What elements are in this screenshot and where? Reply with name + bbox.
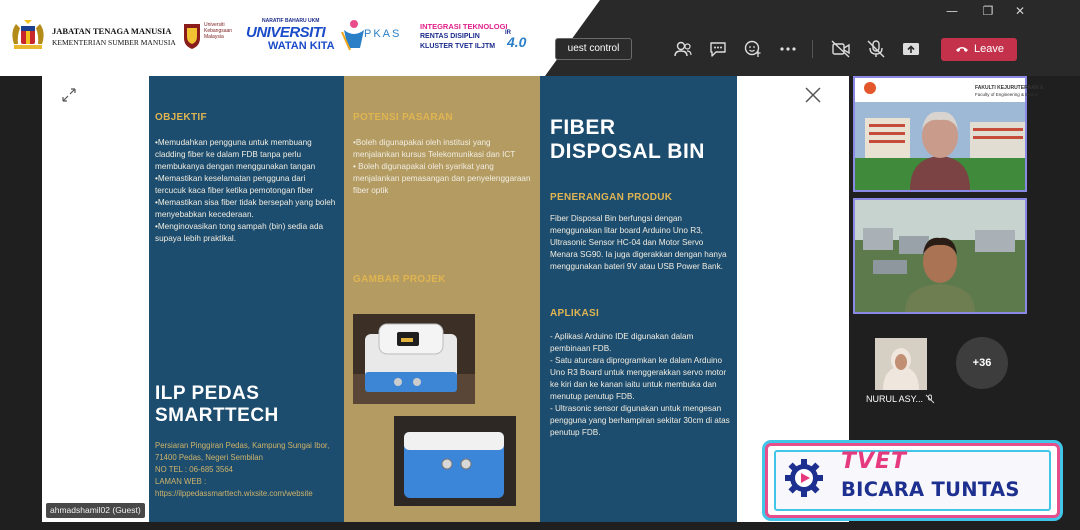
pkas-wordmark: PKAS	[364, 28, 402, 40]
more-options-icon[interactable]	[777, 38, 799, 60]
ir-label: IR	[505, 30, 511, 36]
aplikasi-point: - Aplikasi Arduino IDE digunakan dalam pembinaan FDB.	[550, 332, 694, 353]
close-window-icon[interactable]: ✕	[1014, 4, 1026, 18]
mic-off-icon[interactable]	[865, 38, 887, 60]
product-title-line: DISPOSAL BIN	[550, 140, 705, 163]
gear-play-icon	[783, 457, 825, 499]
jtm-title: JABATAN TENAGA MANUSIA	[52, 26, 172, 36]
svg-text:Faculty of Engineering & Built: Faculty of Engineering & Built E	[975, 92, 1039, 97]
aplikasi-point: - Ultrasonic sensor digunakan untuk mengesan pengguna yang berhampiran sekitar 30cm di atas penutup FDB.	[550, 404, 730, 437]
banner-rentas-text: RENTAS DISIPLIN	[420, 33, 480, 40]
mic-off-icon	[925, 394, 935, 404]
participant-name: NURUL ASY...	[866, 394, 924, 404]
participant-video-1[interactable]	[853, 76, 1044, 192]
close-share-icon[interactable]	[803, 85, 823, 105]
participant-avatar[interactable]	[875, 338, 927, 390]
banner-integrasi-text: INTEGRASI TEKNOLOGI	[420, 22, 508, 31]
objektif-point: •Memastikan sisa fiber tidak bersepah yang boleh menyebabkan kecederaan.	[155, 198, 336, 219]
ilp-title-line: SMARTTECH	[155, 405, 279, 426]
ilp-web-label: LAMAN WEB :	[155, 477, 207, 486]
ilp-phone: NO TEL : 06-685 3564	[155, 465, 234, 474]
phone-hangup-icon	[955, 44, 969, 54]
banner-kluster-text: KLUSTER TVET ILJTM	[420, 43, 496, 50]
participant-video-feed	[855, 78, 1044, 190]
potensi-point: •Boleh digunapakai oleh institusi yang menjalankan kursus Telekomunikasi dan ICT	[353, 138, 516, 159]
objektif-heading: OBJEKTIF	[155, 112, 207, 123]
chat-icon[interactable]	[707, 38, 729, 60]
uthm-name: Universiti Kebangsaan Malaysia	[204, 22, 233, 40]
participant-video-feed	[855, 200, 1025, 312]
guest-control-button[interactable]: uest control	[555, 38, 632, 60]
ilp-title	[155, 383, 340, 427]
toolbar-divider	[812, 40, 813, 58]
jtm-ministry: KEMENTERIAN SUMBER MANUSIA	[52, 38, 176, 47]
uwk-tagline: NARATIF BAHARU UKM	[262, 18, 320, 24]
objektif-body	[155, 137, 337, 245]
aplikasi-heading: APLIKASI	[550, 308, 600, 319]
share-screen-icon[interactable]	[900, 38, 922, 60]
aplikasi-body	[550, 331, 736, 439]
potensi-body	[353, 137, 533, 197]
minimize-icon[interactable]: —	[946, 4, 958, 18]
objektif-point: •Memudahkan pengguna untuk membuang cladding fiber ke dalam FDB tanpa perlu membukanya dengan menggunakan tangan	[155, 138, 316, 171]
aplikasi-point: - Satu aturcara diprogramkan ke dalam Arduino Uno R3 Board untuk menggerakkan servo motor ke kiri dan ke kanan iaitu untuk membuka dan menutup penutup FDB.	[550, 356, 727, 401]
product-title	[550, 116, 730, 164]
potensi-point: • Boleh digunapakai oleh syarikat yang menjalankan pemasangan dan penyelenggaraan fiber optik	[353, 162, 531, 195]
fullscreen-icon[interactable]	[60, 86, 78, 104]
uwk-logo-word: UNIVERSITI	[246, 24, 326, 41]
shared-presentation	[42, 76, 849, 522]
product-title-line: FIBER	[550, 116, 616, 139]
potensi-heading: POTENSI PASARAN	[353, 112, 453, 123]
ilp-contact	[155, 440, 345, 500]
ilp-title-line: ILP PEDAS	[155, 383, 260, 404]
uthm-logo	[182, 22, 202, 50]
badge-tvet-text: TVET	[841, 449, 908, 474]
badge-bicara-tuntas-text: BICARA TUNTAS	[841, 478, 1020, 501]
objektif-point: •Menginovasikan tong sampah (bin) sedia ada supaya lebih praktikal.	[155, 222, 324, 243]
avatar-photo	[875, 338, 927, 390]
svg-text:FAKULTI KEJURUTERAAN &: FAKULTI KEJURUTERAAN &	[975, 85, 1044, 91]
penerangan-body: Fiber Disposal Bin berfungsi dengan menggunakan litar board Arduino Uno R3, Ultrasonic Sensor HC-04 dan Motor Servo Menara SG90. Ia juga digerakkan dengan hanya menggunakan bateri 9V atau USB Power Bank.	[550, 214, 727, 271]
leave-button[interactable]: Leave	[941, 38, 1017, 61]
objektif-point: •Memastikan keselamatan pengguna dari tercucuk kaca fiber ketika pemotongan fiber	[155, 174, 314, 195]
more-participants-button[interactable]: +36	[956, 337, 1008, 389]
ir-40-label: 4.0	[507, 34, 527, 50]
project-photo-1	[353, 314, 475, 404]
gambar-heading: GAMBAR PROJEK	[353, 274, 446, 285]
ilp-website: https://ilppedassmarttech.wixsite.com/website	[155, 489, 313, 498]
reactions-icon[interactable]	[742, 38, 764, 60]
uwk-logo-sub: WATAN KITA	[268, 40, 335, 52]
participants-icon[interactable]	[672, 38, 694, 60]
presenter-name-tag: ahmadshamil02 (Guest)	[46, 503, 145, 518]
jata-negara-logo	[8, 18, 48, 52]
ilp-address: Persiaran Pinggiran Pedas, Kampung Sungai Ibor, 71400 Pedas, Negeri Sembilan	[155, 441, 330, 462]
project-photo-2	[394, 416, 516, 506]
participant-video-2[interactable]	[853, 198, 1027, 314]
restore-icon[interactable]: ❐	[982, 4, 994, 18]
camera-off-icon[interactable]	[830, 38, 852, 60]
penerangan-heading: PENERANGAN PRODUK	[550, 192, 673, 203]
